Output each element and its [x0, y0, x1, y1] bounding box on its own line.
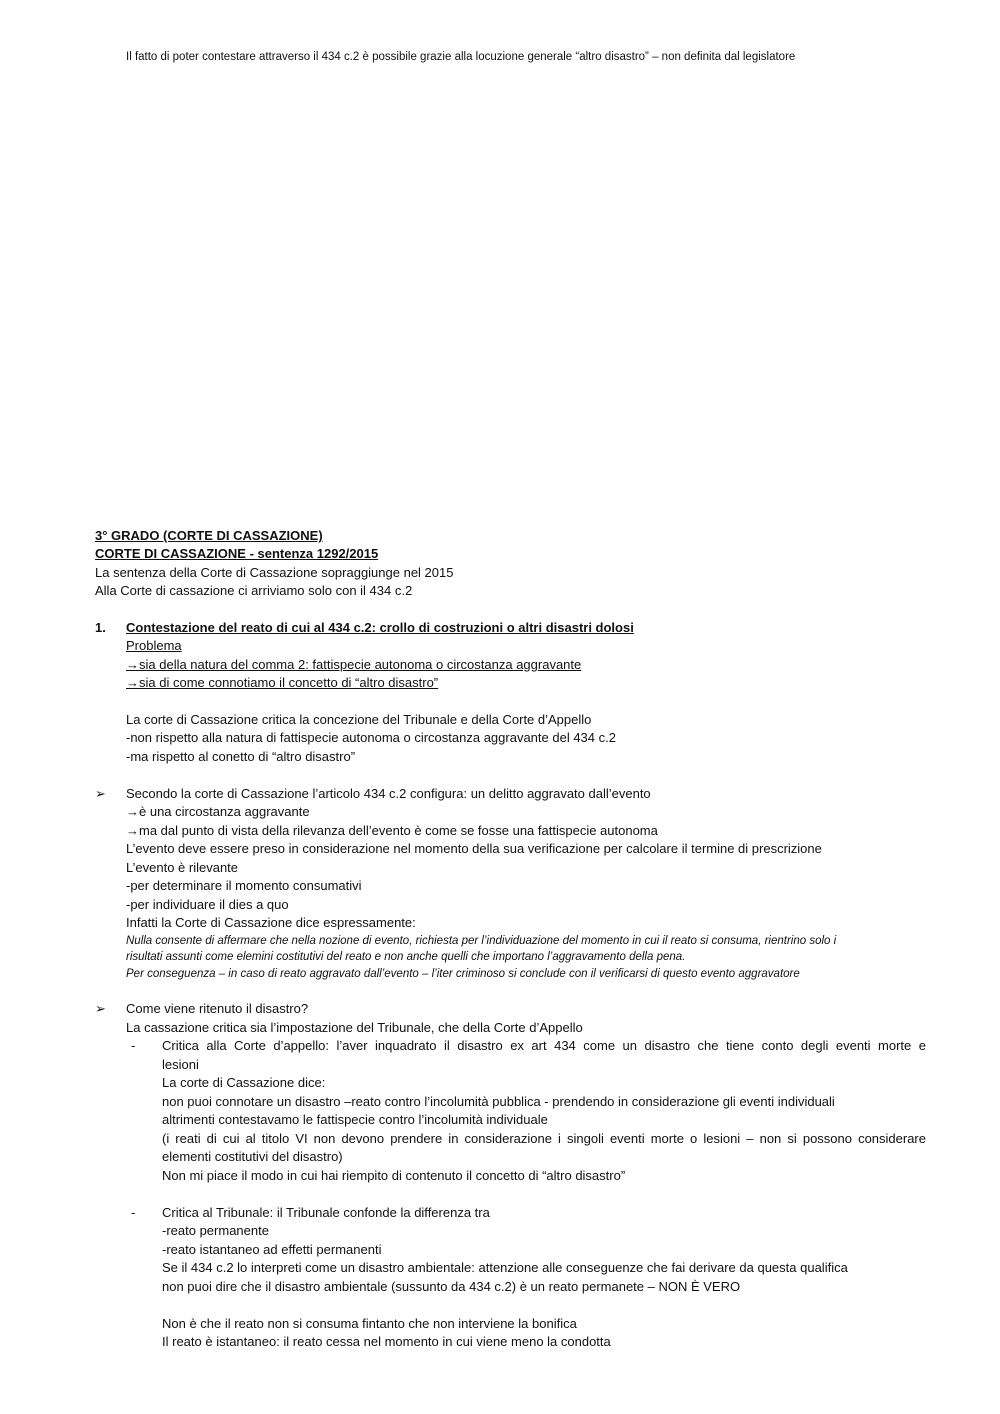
- quote-line: Nulla consente di affermare che nella nozione di evento, richiesta per l’individuazione del momento in cui il reato si consuma, rientrino solo i: [126, 935, 837, 947]
- bullet-line: La cassazione critica sia l’impostazione del Tribunale, che della Corte d’Appello: [126, 1020, 583, 1035]
- dash-line: -reato istantaneo ad effetti permanenti: [162, 1242, 382, 1257]
- dash-line: Critica al Tribunale: il Tribunale confonde la differenza tra: [162, 1205, 490, 1220]
- dash-line: Non mi piace il modo in cui hai riempito di contenuto il concetto di “altro disastro”: [162, 1168, 626, 1183]
- bullet-line: Secondo la corte di Cassazione l’articolo 434 c.2 configura: un delitto aggravato dall’evento: [126, 786, 651, 801]
- problema-arrow-line: →sia della natura del comma 2: fattispecie autonoma o circostanza aggravante: [126, 657, 582, 672]
- intro-line: Alla Corte di cassazione ci arriviamo solo con il 434 c.2: [95, 583, 413, 598]
- section-title: Contestazione del reato di cui al 434 c.2: crollo di costruzioni o altri disastri dolosi: [126, 620, 634, 635]
- paragraph-line: La corte di Cassazione critica la concezione del Tribunale e della Corte d’Appello: [126, 712, 592, 727]
- bullet-line: -per individuare il dies a quo: [126, 897, 289, 912]
- bullet-line: →è una circostanza aggravante: [126, 804, 310, 819]
- dash-line: non puoi dire che il disastro ambientale (sussunto da 434 c.2) è un reato permanete – NON È VERO: [162, 1279, 741, 1294]
- dash-line: lesioni: [162, 1057, 199, 1072]
- dash-line: non puoi connotare un disastro –reato contro l’incolumità pubblica - prendendo in considerazione gli eventi individuali: [162, 1094, 835, 1109]
- dash-line: Il reato è istantaneo: il reato cessa nel momento in cui viene meno la condotta: [162, 1334, 611, 1349]
- problema-arrow-line: →sia di come connotiamo il concetto di “altro disastro”: [126, 675, 439, 690]
- bullet-line: L’evento è rilevante: [126, 860, 239, 875]
- dash-line: (i reati di cui al titolo VI non devono prendere in considerazione i singoli eventi morte o lesioni – non si possono considerare: [162, 1131, 926, 1146]
- bullet-arrow-icon: ➢: [95, 1001, 106, 1016]
- bullet-line: Come viene ritenuto il disastro?: [126, 1001, 309, 1016]
- dash-line: Non è che il reato non si consuma fintanto che non interviene la bonifica: [162, 1316, 577, 1331]
- problema-label: Problema: [126, 638, 182, 653]
- bullet-line: →ma dal punto di vista della rilevanza dell’evento è come se fosse una fattispecie autonoma: [126, 823, 658, 838]
- dash-line: -reato permanente: [162, 1223, 269, 1238]
- heading-sentenza: CORTE DI CASSAZIONE - sentenza 1292/2015: [95, 546, 379, 561]
- bullet-line: -per determinare il momento consumativi: [126, 878, 362, 893]
- quote-line: Per conseguenza – in caso di reato aggravato dall’evento – l’iter criminoso si conclude con il verificarsi di questo evento aggravatore: [126, 968, 800, 980]
- quote-line: risultati assunti come elemini costitutivi del reato e non anche quelli che importano l’aggravamento della pena.: [126, 951, 686, 963]
- dash-marker: -: [131, 1205, 136, 1220]
- intro-line: La sentenza della Corte di Cassazione sopraggiunge nel 2015: [95, 565, 454, 580]
- paragraph-line: -ma rispetto al conetto di “altro disastro”: [126, 749, 356, 764]
- bullet-arrow-icon: ➢: [95, 786, 106, 801]
- top-note: Il fatto di poter contestare attraverso il 434 c.2 è possibile grazie alla locuzione generale “altro disastro” – non definita dal legislatore: [126, 51, 796, 63]
- dash-line: La corte di Cassazione dice:: [162, 1075, 326, 1090]
- dash-line: Critica alla Corte d’appello: l’aver inquadrato il disastro ex art 434 come un disastro che tiene conto degli eventi morte e: [162, 1038, 926, 1053]
- dash-line: altrimenti contestavamo le fattispecie contro l’incolumità individuale: [162, 1112, 548, 1127]
- bullet-line: L’evento deve essere preso in considerazione nel momento della sua verificazione per calcolare il termine di prescrizione: [126, 841, 822, 856]
- dash-line: elementi costitutivi del disastro): [162, 1149, 343, 1164]
- dash-line: Se il 434 c.2 lo interpreti come un disastro ambientale: attenzione alle conseguenze che fai derivare da questa qualifica: [162, 1260, 848, 1275]
- section-number: 1.: [95, 620, 106, 635]
- dash-marker: -: [131, 1038, 136, 1053]
- heading-grado: 3° GRADO (CORTE DI CASSAZIONE): [95, 528, 323, 543]
- bullet-line: Infatti la Corte di Cassazione dice espressamente:: [126, 915, 416, 930]
- paragraph-line: -non rispetto alla natura di fattispecie autonoma o circostanza aggravante del 434 c.2: [126, 730, 616, 745]
